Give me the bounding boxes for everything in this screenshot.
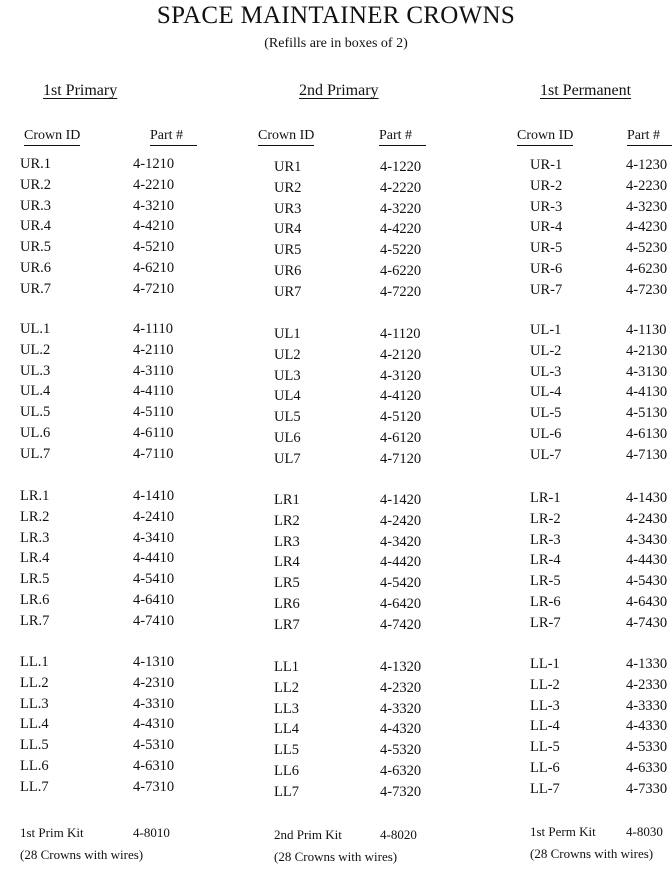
part-number: 4-7110 [133,445,174,462]
crown-id: LL.6 [20,758,49,774]
crown-id: UR-5 [530,240,563,257]
part-number: 4-1430 [626,490,668,506]
crown-id: UR.5 [20,239,52,256]
table-row [274,388,474,408]
crown-id: UL-5 [530,405,562,422]
table-row [274,513,474,533]
part-number: 4-7410 [133,612,175,629]
part-number: 4-1110 [133,321,174,337]
page-title: SPACE MAINTAINER CROWNS [156,2,516,29]
table-row [20,404,220,424]
part-number: 4-2130 [626,342,668,359]
part-number: 4-1310 [133,654,175,670]
table-row [274,492,474,512]
table-row [20,260,220,280]
part-number: 4-5430 [626,573,668,590]
part-number: 4-4230 [626,219,668,236]
crown-id: LR.3 [20,529,50,546]
table-row [20,281,220,301]
table-row [20,696,220,716]
crown-id: LL.7 [20,778,49,795]
table-row [274,534,474,554]
crown-id: UR.3 [20,197,52,214]
table-row [20,488,220,508]
table-row [274,284,474,304]
table-row [530,157,672,177]
crown-id: LL.3 [20,695,49,712]
table-row [274,554,474,574]
table-row [20,218,220,238]
table-row [274,575,474,595]
part-number: 4-6210 [133,260,175,276]
crown-id: LR-7 [530,614,561,631]
part-number: 4-7220 [380,283,422,300]
crown-id: LR.2 [20,508,50,525]
table-row [274,347,474,367]
crown-id: LL7 [274,783,299,800]
table-row [530,240,672,260]
crown-id: UL.6 [20,425,51,441]
table-row [20,425,220,445]
crown-id: UL5 [274,409,301,426]
table-row [274,680,474,700]
part-number: 4-2120 [380,346,422,363]
crown-id: UL2 [274,346,301,363]
table-row [530,532,672,552]
table-row [20,239,220,259]
part-number: 4-1420 [380,492,422,508]
part-number: 4-5110 [133,404,174,421]
crown-id: UL-2 [530,342,562,359]
part-number: 4-7430 [626,614,668,631]
table-row [20,363,220,383]
crown-id: UR-3 [530,198,563,215]
table-row [20,592,220,612]
crown-id: UR1 [274,159,302,175]
table-row [20,737,220,757]
table-row [530,573,672,593]
column-1 [20,0,220,870]
table-row [274,596,474,616]
crown-id: LR-1 [530,490,561,506]
table-row [530,447,672,467]
table-row [530,261,672,281]
table-row [530,718,672,738]
crown-id: LR.6 [20,592,50,608]
table-row [530,656,672,676]
crown-id: LR3 [274,533,300,550]
part-number: 4-3210 [133,197,175,214]
table-row [274,721,474,741]
kit-part-number: 4-8030 [626,824,663,839]
part-number: 4-2230 [626,177,668,194]
table-row [530,343,672,363]
part-number: 4-6130 [626,426,668,442]
part-number: 4-2420 [380,512,422,529]
part-number: 4-4410 [133,550,175,567]
crown-id: UR-1 [530,157,563,173]
part-number: 4-2220 [380,179,422,196]
crown-id: UR3 [274,200,302,217]
part-number: 4-2430 [626,510,668,527]
part-number: 4-6310 [133,758,175,774]
part-number: 4-3110 [133,362,174,379]
part-number: 4-2330 [626,676,668,693]
part-number: 4-1230 [626,157,668,173]
table-row [20,509,220,529]
part-number: 4-4420 [380,554,422,571]
table-row [530,760,672,780]
table-row [20,446,220,466]
crown-id: LL-3 [530,697,560,714]
kit-part-number: 4-8010 [133,825,170,840]
part-number: 4-2410 [133,508,175,525]
crown-id: LL-1 [530,656,560,672]
table-row [20,383,220,403]
part-number: 4-5410 [133,571,175,588]
part-number: 4-5420 [380,575,422,592]
crown-id: LR6 [274,596,300,612]
crown-id: LR.7 [20,612,50,629]
part-number: 4-1130 [626,322,667,338]
part-number: 4-7120 [380,450,422,467]
crown-id: LL5 [274,742,299,759]
table-row [20,550,220,570]
crown-id: UL-6 [530,426,562,442]
part-number: 4-1220 [380,159,422,175]
part-number: 4-5120 [380,409,422,426]
crown-id: LL-7 [530,780,560,797]
crown-id: LR-4 [530,552,561,569]
table-row [530,364,672,384]
crown-id: UL4 [274,388,301,405]
crown-id: UL-3 [530,363,562,380]
crown-id: UL.1 [20,321,51,337]
part-number: 4-4220 [380,221,422,238]
table-row [20,177,220,197]
column-heading: 1st Permanent [540,82,632,99]
part-number: 4-7230 [626,281,668,298]
crown-id: UR4 [274,221,302,238]
crown-id: UR-2 [530,177,563,194]
crown-id: UL.4 [20,383,51,400]
crown-id: LR2 [274,512,300,529]
part-number: 4-1330 [626,656,668,672]
crown-id: LR4 [274,554,300,571]
table-row [530,552,672,572]
part-number: 4-5220 [380,242,422,259]
part-number: 4-3130 [626,363,668,380]
table-row [530,739,672,759]
crown-id: UL6 [274,430,301,446]
crown-id: LL-5 [530,739,560,756]
crown-id: LR5 [274,575,300,592]
crown-id: UR.1 [20,156,52,172]
table-row [274,180,474,200]
part-number: 4-3220 [380,200,422,217]
kit-label: 2nd Prim Kit [274,827,342,842]
column-heading: 2nd Primary [299,82,379,99]
crown-id: LL-2 [530,676,560,693]
kit-row [530,824,672,840]
table-row [530,698,672,718]
crown-id: LR.1 [20,488,50,504]
part-number: 4-3320 [380,700,422,717]
part-number: 4-3330 [626,697,668,714]
crown-id: LR.5 [20,571,50,588]
table-row [20,654,220,674]
table-row [20,321,220,341]
part-number: 4-2110 [133,341,174,358]
crown-id: LL2 [274,679,299,696]
table-row [274,742,474,762]
kit-part-number: 4-8020 [380,827,417,842]
crown-id: LL.2 [20,674,49,691]
part-number: 4-5230 [626,240,668,257]
part-number: 4-3430 [626,531,668,548]
part-number: 4-6120 [380,430,422,446]
crown-id: UL.2 [20,341,51,358]
part-number: 4-4110 [133,383,174,400]
part-number: 4-4210 [133,218,175,235]
column-2 [258,0,474,870]
part-number-header: Part # [150,128,197,146]
table-row [274,409,474,429]
crown-id: UR.2 [20,176,52,193]
crown-id: LR-2 [530,510,561,527]
part-number: 4-3310 [133,695,175,712]
table-row [274,159,474,179]
crown-id: LL.5 [20,737,49,754]
table-row [274,617,474,637]
table-row [274,368,474,388]
table-row [274,221,474,241]
crown-id: UR.6 [20,260,52,276]
table-row [20,779,220,799]
table-row [530,178,672,198]
part-number: 4-6410 [133,592,175,608]
table-row [530,511,672,531]
crown-id: LL4 [274,721,299,738]
part-number: 4-5320 [380,742,422,759]
part-number: 4-1410 [133,488,175,504]
table-row [274,659,474,679]
part-number: 4-6320 [380,763,422,779]
crown-id: UL.7 [20,445,51,462]
crown-id: UL1 [274,326,301,342]
part-number: 4-1210 [133,156,175,172]
table-row [274,763,474,783]
table-row [20,156,220,176]
crown-id: UL-1 [530,322,562,338]
table-row [20,758,220,778]
kit-note: (28 Crowns with wires) [530,846,654,861]
table-row [20,675,220,695]
crown-id: UL7 [274,450,301,467]
part-number: 4-6220 [380,263,422,279]
part-number: 4-4310 [133,716,175,733]
table-row [20,530,220,550]
part-number: 4-7210 [133,280,175,297]
part-number: 4-2320 [380,679,422,696]
part-number: 4-7420 [380,616,422,633]
crown-id: LL-4 [530,718,560,735]
crown-id: UR-6 [530,261,563,277]
table-row [274,430,474,450]
crown-id: LR7 [274,616,300,633]
kit-row [274,827,474,843]
column-3 [517,0,672,870]
crown-id: LL3 [274,700,299,717]
table-row [530,384,672,404]
table-row [20,613,220,633]
crown-id: UR.4 [20,218,52,235]
crown-id: LR-6 [530,594,561,610]
part-number: 4-4320 [380,721,422,738]
part-number: 4-3410 [133,529,175,546]
crown-id: UR-7 [530,281,563,298]
part-number: 4-7330 [626,780,668,797]
table-row [274,784,474,804]
kit-note: (28 Crowns with wires) [274,849,398,864]
crown-id: UR.7 [20,280,52,297]
part-number-header: Part # [627,128,672,146]
part-number: 4-1120 [380,326,421,342]
part-number: 4-7320 [380,783,422,800]
part-number: 4-4130 [626,384,668,401]
part-number: 4-6330 [626,760,668,776]
table-row [530,426,672,446]
kit-label: 1st Prim Kit [20,825,84,840]
crown-id: LL1 [274,659,299,675]
crown-id-header: Crown ID [258,128,314,146]
part-number: 4-7130 [626,446,668,463]
part-number-header: Part # [379,128,426,146]
crown-id: LL-6 [530,760,560,776]
table-row [274,242,474,262]
crown-id: LL6 [274,763,299,779]
part-number: 4-5130 [626,405,668,422]
part-number: 4-5330 [626,739,668,756]
table-row [530,282,672,302]
table-row [530,490,672,510]
crown-id: UR-4 [530,219,563,236]
table-row [530,677,672,697]
part-number: 4-7310 [133,778,175,795]
crown-id-header: Crown ID [24,128,80,146]
part-number: 4-5310 [133,737,175,754]
part-number: 4-4430 [626,552,668,569]
crown-id: UR6 [274,263,302,279]
table-row [274,701,474,721]
table-row [530,199,672,219]
part-number: 4-6420 [380,596,422,612]
crown-id: UL.5 [20,404,51,421]
kit-note: (28 Crowns with wires) [20,847,144,862]
page-subtitle: (Refills are in boxes of 2) [264,36,408,51]
part-number: 4-1320 [380,659,422,675]
crown-id: UR5 [274,242,302,259]
crown-id: LR.4 [20,550,50,567]
crown-id: UL-4 [530,384,562,401]
table-row [530,405,672,425]
table-row [274,263,474,283]
table-row [20,342,220,362]
table-row [530,219,672,239]
crown-id: LR-3 [530,531,561,548]
column-heading: 1st Primary [43,82,118,99]
table-row [530,781,672,801]
part-number: 4-3230 [626,198,668,215]
crown-id: LR-5 [530,573,561,590]
table-row [274,201,474,221]
table-row [20,716,220,736]
table-row [20,571,220,591]
crown-id: UR2 [274,179,302,196]
crown-id: UL-7 [530,446,562,463]
part-number: 4-3420 [380,533,422,550]
table-row [274,326,474,346]
crown-id: UL.3 [20,362,51,379]
crown-id: UR7 [274,283,302,300]
part-number: 4-5210 [133,239,175,256]
part-number: 4-2310 [133,674,175,691]
kit-row [20,825,220,841]
table-row [530,615,672,635]
kit-label: 1st Perm Kit [530,824,596,839]
part-number: 4-2210 [133,176,175,193]
part-number: 4-6230 [626,261,668,277]
table-row [20,198,220,218]
crown-id: LL.1 [20,654,49,670]
crown-id: UL3 [274,367,301,384]
part-number: 4-6430 [626,594,668,610]
table-row [530,594,672,614]
table-row [530,322,672,342]
crown-id-header: Crown ID [517,128,573,146]
part-number: 4-4330 [626,718,668,735]
part-number: 4-6110 [133,425,174,441]
part-number: 4-3120 [380,367,422,384]
part-number: 4-4120 [380,388,422,405]
crown-id: LL.4 [20,716,49,733]
table-row [274,451,474,471]
crown-id: LR1 [274,492,300,508]
